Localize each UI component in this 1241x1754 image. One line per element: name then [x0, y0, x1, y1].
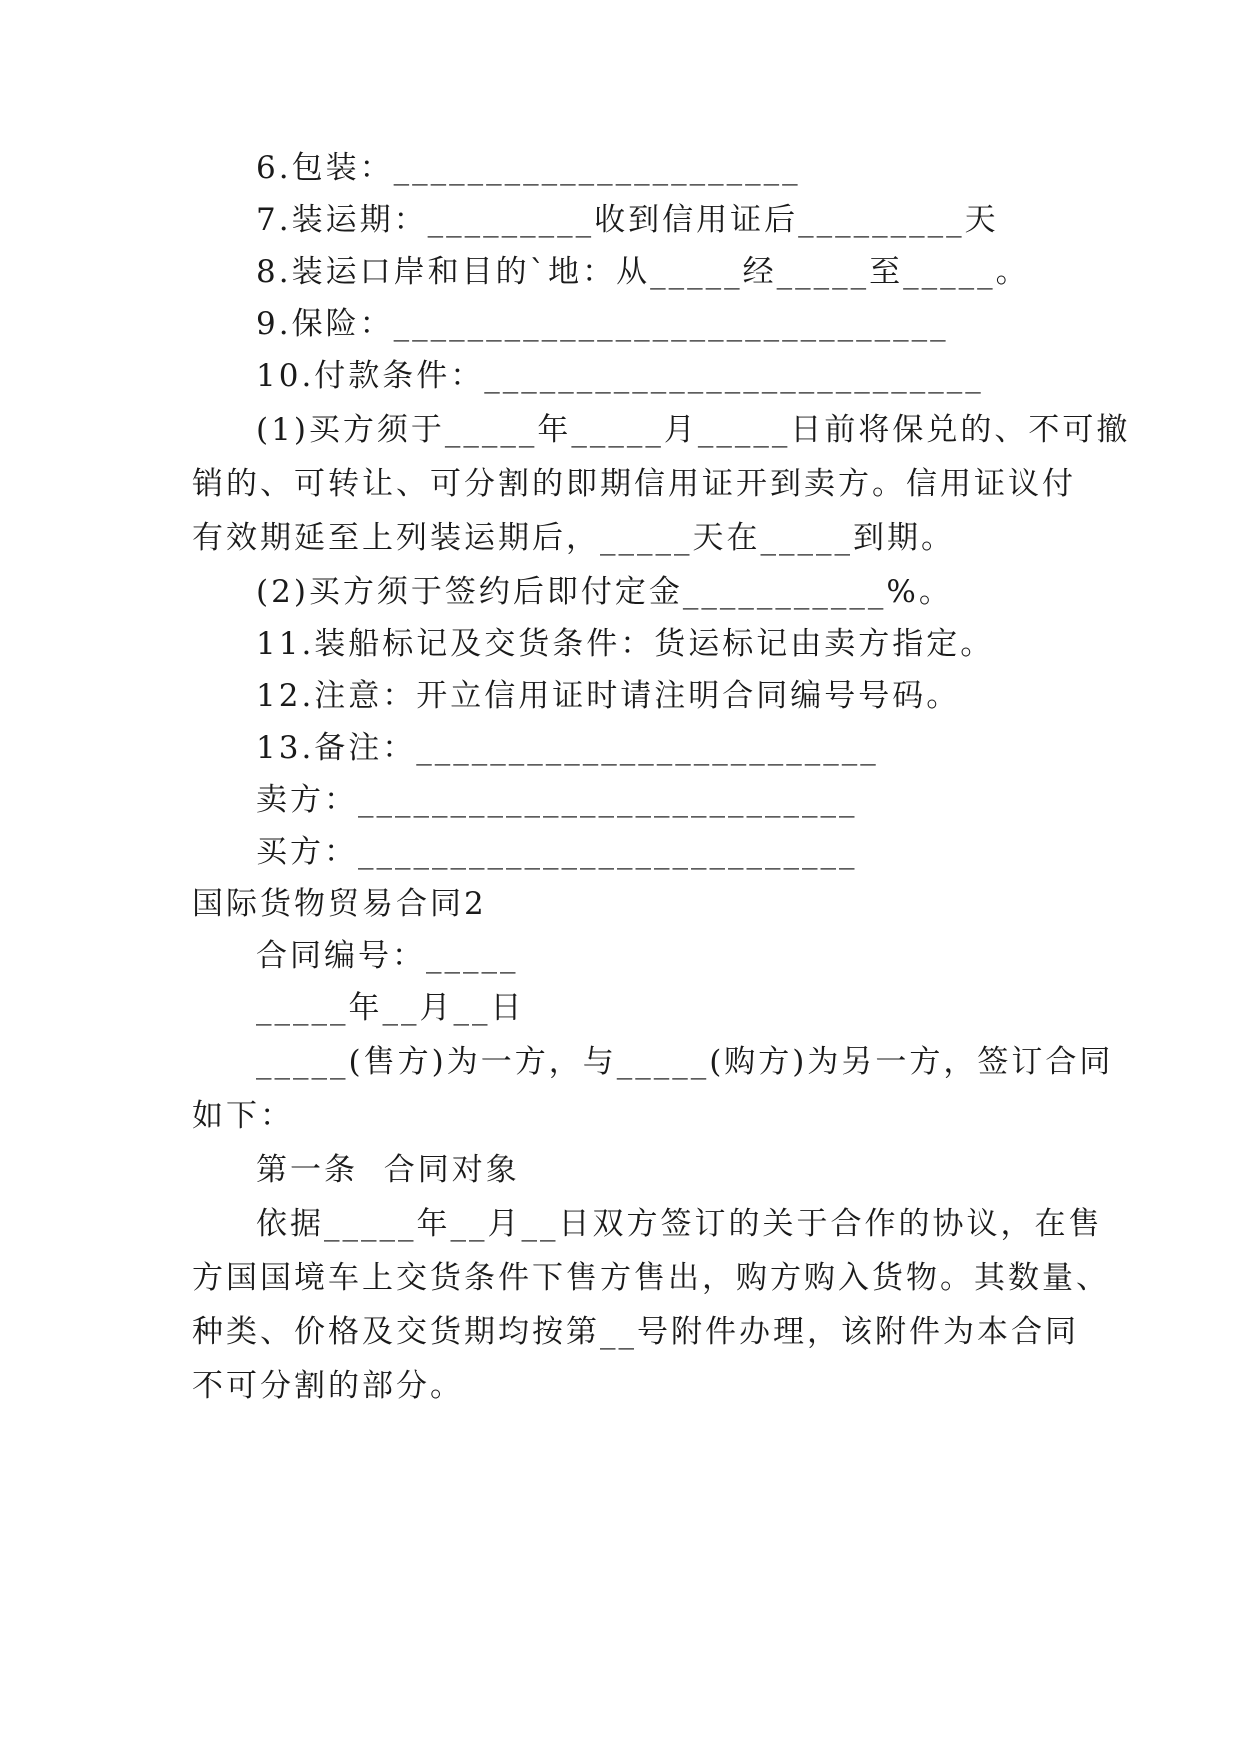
section-heading: 国际货物贸易合同2: [192, 886, 487, 922]
text-line: 10.付款条件：___________________________: [256, 358, 984, 394]
text-line: 销的、可转让、可分割的即期信用证开到卖方。信用证议付: [192, 466, 1076, 502]
text-line: 11.装船标记及交货条件：货运标记由卖方指定。: [256, 626, 995, 662]
text-line: 7.装运期：_________收到信用证后_________天: [256, 202, 999, 238]
text-line: 方国国境车上交货条件下售方售出，购方购入货物。其数量、: [192, 1260, 1110, 1296]
text-line: 不可分割的部分。: [192, 1368, 464, 1404]
text-line: 有效期延至上列装运期后，_____天在_____到期。: [192, 520, 955, 556]
text-line: 6.包装：______________________: [256, 150, 801, 186]
text-line: 卖方：___________________________: [256, 782, 858, 818]
text-line: 依据_____年__月__日双方签订的关于合作的协议，在售: [256, 1206, 1103, 1242]
text-line: 9.保险：______________________________: [256, 306, 949, 342]
text-line: _____(售方)为一方，与_____(购方)为另一方，签订合同: [256, 1044, 1114, 1080]
text-line: 买方：___________________________: [256, 834, 858, 870]
text-line: (1)买方须于_____年_____月_____日前将保兑的、不可撤: [256, 412, 1131, 448]
text-line: 合同编号：_____: [256, 938, 519, 974]
text-line: 如下：: [192, 1098, 294, 1134]
text-line: 8.装运口岸和目的`地：从_____经_____至_____。: [256, 254, 1030, 290]
text-line: _____年__月__日: [256, 990, 525, 1026]
text-line: 12.注意：开立信用证时请注明合同编号号码。: [256, 678, 961, 714]
text-line: 种类、价格及交货期均按第__号附件办理，该附件为本合同: [192, 1314, 1079, 1350]
text-line: (2)买方须于签约后即付定金___________%。: [256, 574, 953, 610]
article-heading: 第一条 合同对象: [256, 1152, 520, 1188]
text-line: 13.备注：_________________________: [256, 730, 879, 766]
